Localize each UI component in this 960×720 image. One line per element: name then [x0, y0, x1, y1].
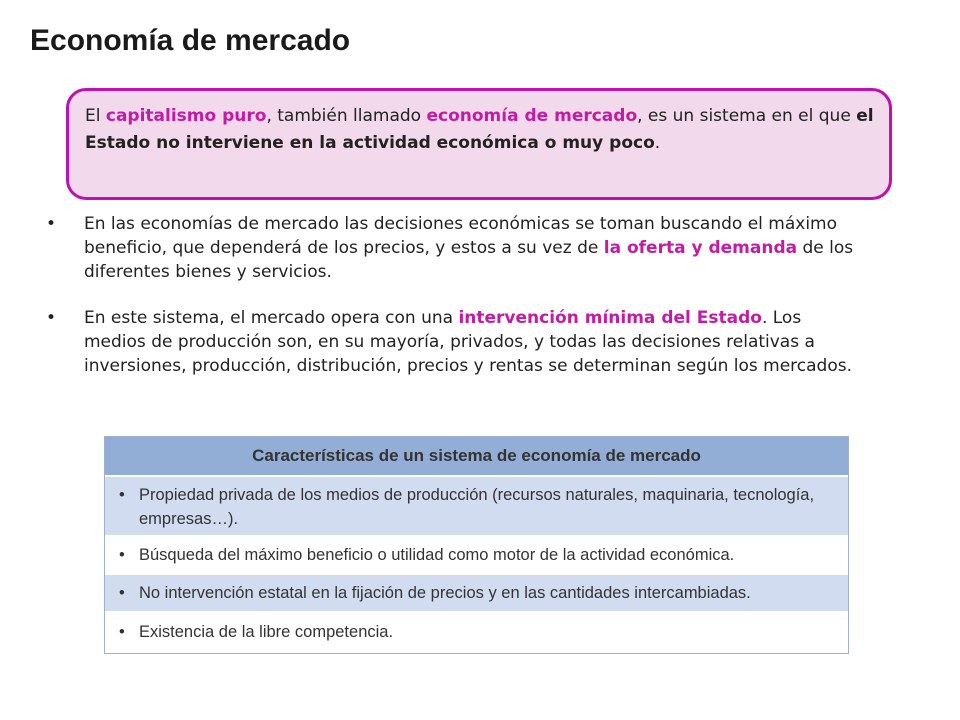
- definition-text-part: , también llamado: [266, 106, 427, 126]
- bullet-item: [46, 306, 866, 378]
- bullet-text: En este sistema, el mercado opera con una: [84, 308, 459, 328]
- table-row-text: No intervención estatal en la fijación de precios y en las cantidades intercambiadas.: [139, 584, 751, 602]
- table-row: [105, 535, 848, 573]
- bold-estado-no-interviene: el Estado no interviene en la actividad económica o muy poco: [85, 106, 874, 153]
- table-row: [105, 573, 848, 611]
- table-row: [105, 475, 848, 535]
- definition-text-part: .: [654, 133, 661, 153]
- bullet-list: [46, 212, 866, 378]
- table-header: Características de un sistema de economía de mercado: [105, 437, 848, 475]
- page-title: Economía de mercado: [30, 24, 351, 57]
- table-row: [105, 611, 848, 651]
- definition-text-part: , es un sistema en el que: [637, 106, 857, 126]
- table-row-text: Existencia de la libre competencia.: [139, 623, 394, 641]
- characteristics-table: [104, 436, 849, 654]
- table-row-text: Propiedad privada de los medios de producción (recursos naturales, maquinaria, tecnología, empresas…).: [139, 486, 815, 528]
- definition-text: [85, 103, 875, 157]
- bullet-text: de los diferentes bienes y servicios.: [84, 238, 854, 282]
- table-bullet-icon: •: [119, 584, 125, 602]
- highlight-economia-de-mercado: economía de mercado: [426, 106, 638, 126]
- table-bullet-icon: •: [119, 486, 125, 504]
- definition-text-part: El: [85, 106, 106, 126]
- table-bullet-icon: •: [119, 546, 125, 564]
- bullet-dot-icon: •: [46, 308, 57, 328]
- bullet-text: En las economías de mercado las decisiones económicas se toman buscando el máximo beneficio, que dependerá de los precios, y estos a su vez de: [84, 214, 838, 258]
- bullet-text: . Los medios de producción son, en su mayoría, privados, y todas las decisiones relativas a inversiones, producción, distribución, precios y rentas se determinan según los mercados.: [84, 308, 853, 376]
- table-row-text: Búsqueda del máximo beneficio o utilidad como motor de la actividad económica.: [139, 546, 735, 564]
- definition-box: [66, 88, 892, 200]
- highlight-oferta-demanda: la oferta y demanda: [603, 238, 798, 258]
- bullet-dot-icon: •: [46, 214, 57, 234]
- bullet-item: [46, 212, 866, 284]
- highlight-intervencion-minima: intervención mínima del Estado: [458, 308, 762, 328]
- highlight-capitalismo-puro: capitalismo puro: [105, 106, 267, 126]
- table-bullet-icon: •: [119, 623, 125, 641]
